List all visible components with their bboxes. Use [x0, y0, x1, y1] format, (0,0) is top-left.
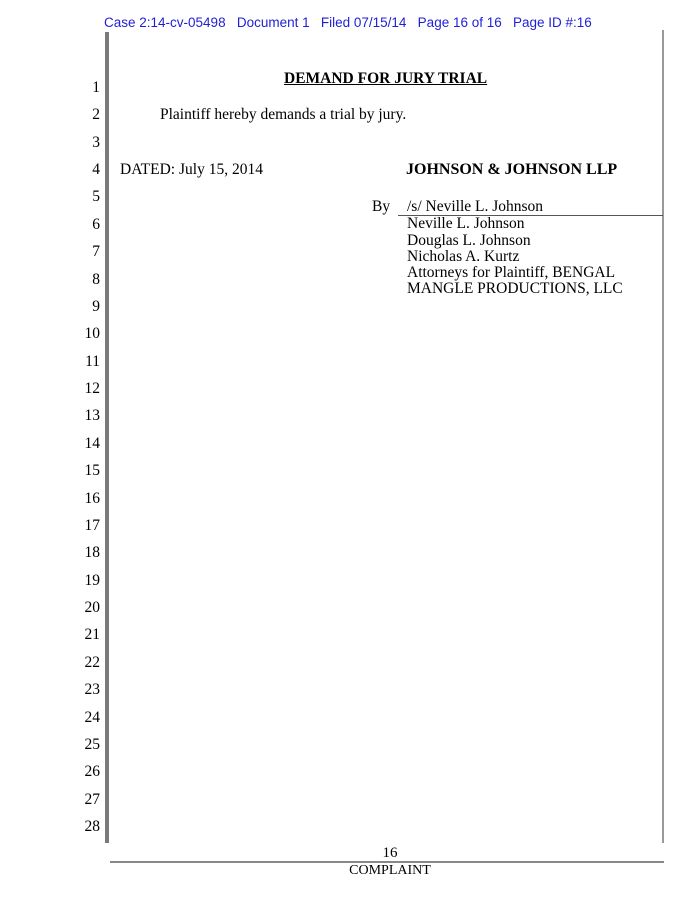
line-number: 10: [84, 325, 100, 343]
by-label: By: [372, 198, 391, 215]
line-number: 5: [92, 188, 100, 206]
signature-block-line: Attorneys for Plaintiff, BENGAL: [407, 264, 616, 281]
signature-block-line: MANGLE PRODUCTIONS, LLC: [407, 280, 623, 297]
line-number: 18: [84, 544, 100, 562]
line-number: 7: [92, 243, 100, 261]
signature-block-line: Neville L. Johnson: [407, 215, 525, 232]
dated-line: DATED: July 15, 2014: [120, 161, 263, 178]
line-number: 15: [84, 462, 100, 480]
line-number: 9: [92, 297, 100, 315]
line-number: 2: [92, 106, 100, 124]
line-number: 26: [84, 763, 100, 781]
signature-block-line: Nicholas A. Kurtz: [407, 248, 520, 265]
line-number: 28: [84, 817, 100, 835]
demand-text: Plaintiff hereby demands a trial by jury.: [160, 106, 407, 123]
line-number: 12: [84, 380, 100, 398]
line-number: 6: [92, 215, 100, 233]
left-margin-rule: [105, 32, 109, 843]
line-number: 8: [92, 270, 100, 288]
line-number: 3: [92, 133, 100, 151]
line-number: 17: [84, 516, 100, 534]
line-number: 4: [92, 161, 100, 179]
line-number: 14: [84, 434, 100, 452]
document-title: COMPLAINT: [349, 863, 431, 878]
right-margin-rule: [662, 30, 664, 843]
line-number: 13: [84, 407, 100, 425]
line-number: 27: [84, 790, 100, 808]
signature-block-line: Douglas L. Johnson: [407, 232, 531, 249]
line-number: 1: [92, 79, 100, 96]
line-number: 19: [84, 571, 100, 589]
line-number: 16: [84, 489, 100, 507]
line-number: 21: [84, 626, 100, 644]
line-number: 11: [85, 352, 100, 370]
line-number: 23: [84, 681, 100, 699]
page-number: 16: [382, 845, 398, 861]
line-number: 25: [84, 735, 100, 753]
signature: /s/ Neville L. Johnson: [407, 198, 544, 215]
filing-header: Case 2:14-cv-05498 Document 1 Filed 07/15/14 Page 16 of 16 Page ID #:16: [104, 15, 592, 30]
line-number: 22: [84, 653, 100, 671]
line-number: 20: [84, 599, 100, 617]
section-title: DEMAND FOR JURY TRIAL: [284, 70, 488, 87]
firm-name: JOHNSON & JOHNSON LLP: [406, 161, 618, 178]
line-number: 24: [84, 708, 100, 726]
